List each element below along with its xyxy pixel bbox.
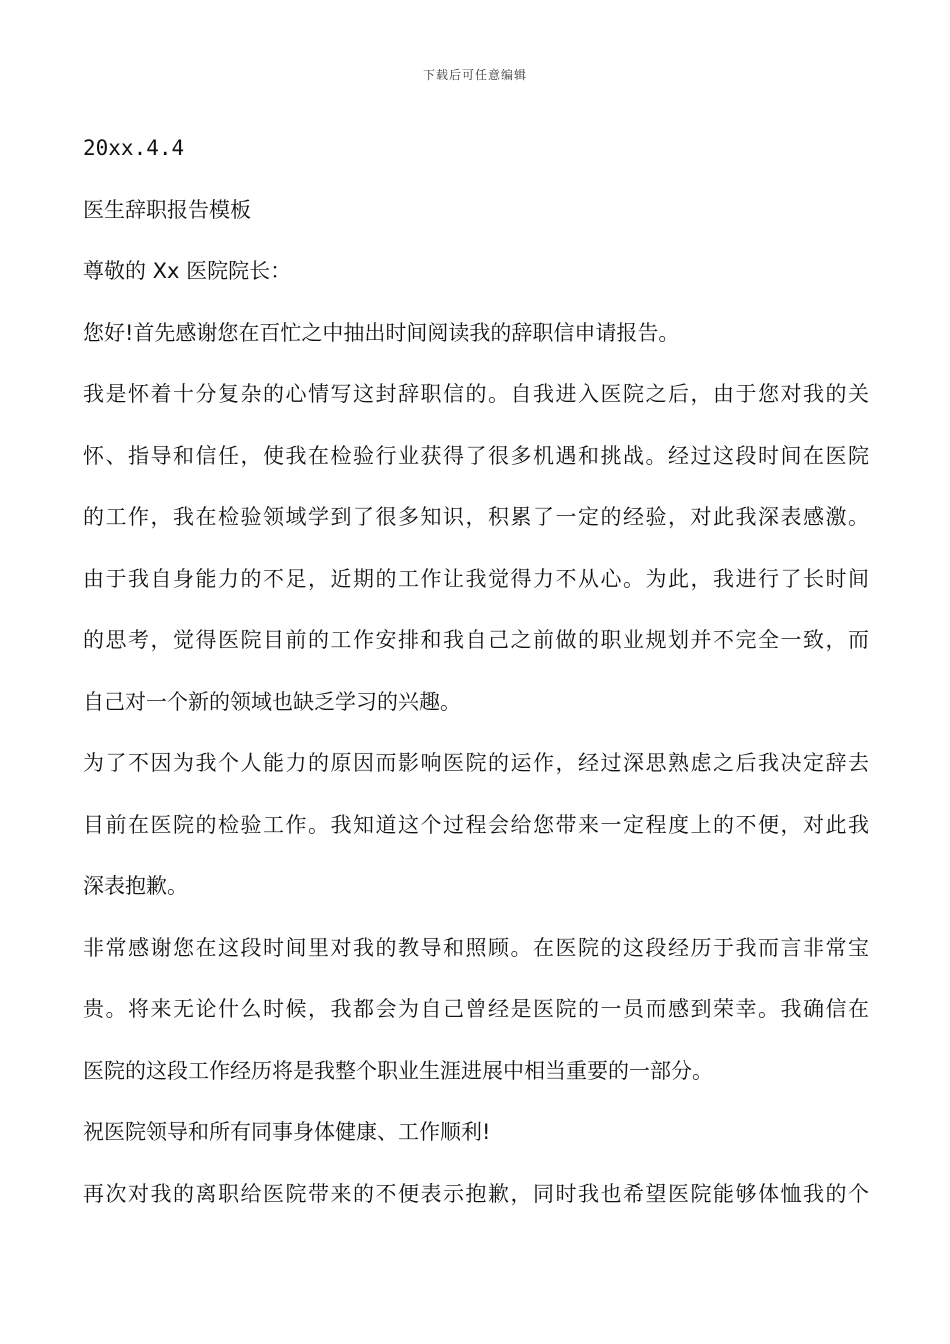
paragraph-line: 贵。将来无论什么时候，我都会为自己曾经是医院的一员而感到荣幸。我确信在 bbox=[83, 997, 869, 1021]
paragraph-line: 的思考，觉得医院目前的工作安排和我自己之前做的职业规划并不完全一致，而 bbox=[83, 628, 869, 652]
paragraph-line: 深表抱歉。 bbox=[83, 874, 188, 898]
salutation: 尊敬的 Xx 医院院长： bbox=[83, 259, 292, 283]
header-note: 下载后可任意编辑 bbox=[422, 68, 527, 82]
paragraph-line: 祝医院领导和所有同事身体健康、工作顺利! bbox=[83, 1120, 491, 1144]
paragraph-line: 为了不因为我个人能力的原因而影响医院的运作，经过深思熟虑之后我决定辞去 bbox=[83, 751, 869, 775]
paragraph-line: 您好!首先感谢您在百忙之中抽出时间阅读我的辞职信申请报告。 bbox=[83, 320, 680, 345]
paragraph-line: 再次对我的离职给医院带来的不便表示抱歉，同时我也希望医院能够体恤我的个 bbox=[83, 1181, 869, 1206]
document-title: 医生辞职报告模板 bbox=[83, 197, 251, 222]
document-date: 20xx.4.4 bbox=[83, 136, 185, 160]
paragraph-line: 我是怀着十分复杂的心情写这封辞职信的。自我进入医院之后，由于您对我的关 bbox=[83, 382, 869, 406]
paragraph-line: 自己对一个新的领域也缺乏学习的兴趣。 bbox=[83, 689, 461, 714]
document-body bbox=[83, 118, 869, 1225]
paragraph-line: 的工作，我在检验领域学到了很多知识，积累了一定的经验，对此我深表感激。 bbox=[83, 505, 869, 529]
paragraph-line: 怀、指导和信任，使我在检验行业获得了很多机遇和挑战。经过这段时间在医院 bbox=[83, 443, 869, 468]
paragraph-line: 医院的这段工作经历将是我整个职业生涯进展中相当重要的一部分。 bbox=[83, 1058, 713, 1083]
paragraph-line: 目前在医院的检验工作。我知道这个过程会给您带来一定程度上的不便，对此我 bbox=[83, 812, 869, 837]
paragraph-line: 由于我自身能力的不足，近期的工作让我觉得力不从心。为此，我进行了长时间 bbox=[83, 566, 869, 591]
paragraph-line: 非常感谢您在这段时间里对我的教导和照顾。在医院的这段经历于我而言非常宝 bbox=[83, 935, 869, 960]
